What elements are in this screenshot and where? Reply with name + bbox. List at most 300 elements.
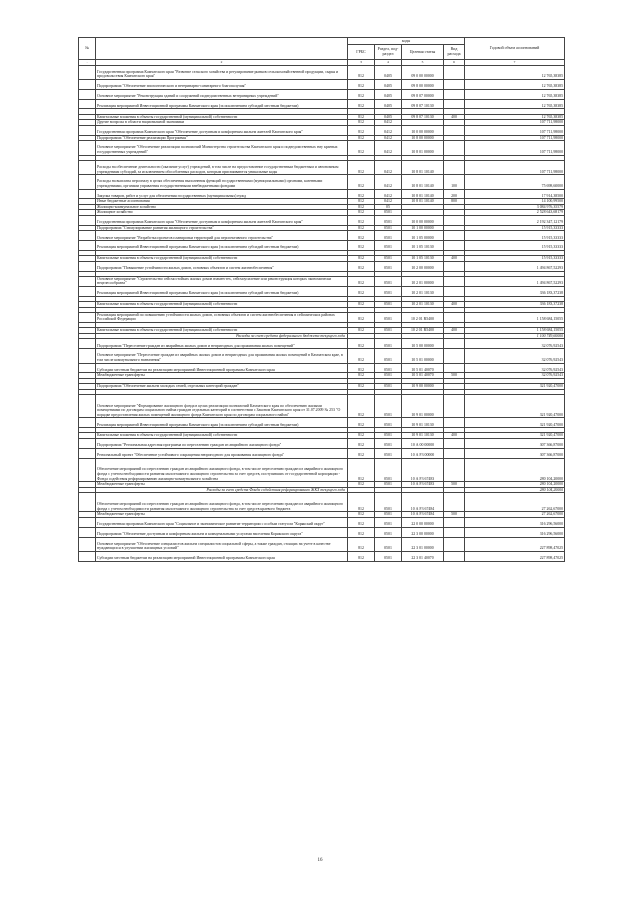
row-cs-cell: 10 1 05 10130 — [402, 256, 444, 262]
row-amount-cell: 1 158 684,15055 — [465, 328, 565, 334]
row-vr-cell: 500 — [444, 373, 465, 379]
row-vr-cell: 400 — [444, 114, 465, 120]
row-name-cell: Капитальные вложения в объекты государственной (муниципальной) собственности — [96, 114, 348, 120]
row-number-cell — [79, 216, 96, 226]
row-grbs-cell: 812 — [348, 394, 375, 418]
row-rz-cell: 0501 — [375, 493, 402, 512]
row-rz-cell: 0501 — [375, 458, 402, 482]
row-vr-cell — [444, 439, 465, 449]
row-name-cell: Капитальные вложения в объекты государственной (муниципальной) собственности — [96, 328, 348, 334]
row-rz-cell: 0501 — [375, 448, 402, 458]
row-cs-cell: 10 А F3 67484 — [402, 512, 444, 518]
table-row — [79, 537, 565, 551]
row-name-cell: Подпрограмма "Обеспечение жильем молодых семей, отдельных категорий граждан" — [96, 384, 348, 390]
row-cs-cell: 10 А F3 00000 — [402, 448, 444, 458]
row-vr-cell — [444, 89, 465, 99]
row-name-cell: Реализация мероприятий Инвестиционной программы Камчатского края (за исключением субсидий местным бюджетам) — [96, 241, 348, 251]
row-cs-cell: 10 5 00 00000 — [402, 339, 444, 349]
row-rz-cell: 0501 — [375, 439, 402, 449]
row-cs-cell: 10 5 01 40070 — [402, 373, 444, 379]
row-name-cell: Жилищно-коммунальное хозяйство — [96, 204, 348, 210]
row-rz-cell: 0405 — [375, 65, 402, 79]
row-amount-cell: 12 765,38385 — [465, 89, 565, 99]
row-number-cell — [79, 276, 96, 286]
row-amount-cell: 107 711,98000 — [465, 125, 565, 135]
row-rz-cell: 0501 — [375, 312, 402, 322]
header-colnum-6: 6 — [444, 60, 465, 66]
row-grbs-cell: 812 — [348, 418, 375, 428]
row-amount-cell: 15 915,33333 — [465, 241, 565, 251]
row-rz-cell: 0501 — [375, 328, 402, 334]
row-name-cell: Закупка товаров, работ и услуг для обеспечения государственных (муниципальных) нужд — [96, 189, 348, 199]
row-name-cell: Капитальные вложения в объекты государственной (муниципальной) собственности — [96, 302, 348, 308]
row-grbs-cell: 812 — [348, 537, 375, 551]
row-name-cell: Межбюджетные трансферты — [96, 512, 348, 518]
row-amount-cell: 32 076,92543 — [465, 373, 565, 379]
header-colnum-4: 4 — [375, 60, 402, 66]
table-row — [79, 175, 565, 189]
row-cs-cell: 10 А F3 67484 — [402, 493, 444, 512]
row-rz-cell: 0501 — [375, 261, 402, 271]
row-name-cell: Расходы за счет средств Фонда содействия реформированию ЖКХ текущего года — [96, 487, 348, 493]
row-vr-cell: 500 — [444, 512, 465, 518]
row-number-cell — [79, 518, 96, 528]
row-number-cell — [79, 241, 96, 251]
header-colnum-2: 2 — [96, 60, 348, 66]
row-amount-cell: 15 915,33333 — [465, 256, 565, 262]
row-rz-cell: 0501 — [375, 241, 402, 251]
page-number: 16 — [317, 858, 323, 863]
row-rz-cell: 0501 — [375, 384, 402, 390]
row-name-cell: Реализация мероприятий по повышению устойчивости жилых домов, основных объектов и систем жизнеобеспечения в сейсмических районах Российской Федерации — [96, 312, 348, 322]
row-vr-cell — [444, 287, 465, 297]
header-grbs: ГРБС — [348, 45, 375, 60]
row-amount-cell: 1 158 684,15055 — [465, 312, 565, 322]
row-name-cell: Межбюджетные трансферты — [96, 373, 348, 379]
row-amount-cell: 32 076,92543 — [465, 349, 565, 363]
row-grbs-cell: 812 — [348, 231, 375, 241]
row-amount-cell: 15 915,33333 — [465, 231, 565, 241]
header-colnum-3: 3 — [348, 60, 375, 66]
row-vr-cell: 800 — [444, 199, 465, 205]
row-cs-cell: 10 2 01 10130 — [402, 287, 444, 297]
row-vr-cell: 100 — [444, 175, 465, 189]
document-page — [78, 37, 564, 853]
row-name-cell: Основное мероприятие "Обеспечение специалистов жильем специалистов социальной сферы, а также граждан, стоящих на учете в качестве нуждающихся в улучшении жилищных условий" — [96, 537, 348, 551]
row-grbs-cell: 812 — [348, 276, 375, 286]
row-amount-cell: 1 100 749,60000 — [465, 333, 565, 339]
row-amount-cell: 32 076,92543 — [465, 339, 565, 349]
row-cs-cell: 10 9 01 00000 — [402, 394, 444, 418]
table-row — [79, 458, 565, 482]
row-name-cell: Субсидии местным бюджетам на реализацию мероприятий Инвестиционной программы Камчатского края — [96, 363, 348, 373]
table-row — [79, 312, 565, 322]
row-cs-cell: 09 8 07 10130 — [402, 114, 444, 120]
header-cs: Целевая статья — [402, 45, 444, 60]
row-grbs-cell: 812 — [348, 287, 375, 297]
row-rz-cell: 0501 — [375, 482, 402, 488]
row-amount-cell: 3 084 976,35579 — [465, 204, 565, 210]
row-amount-cell: 307 366,87000 — [465, 448, 565, 458]
row-name-cell: Подпрограмма "Обеспечение эпизоотического и ветеринарно-санитарного благополучия" — [96, 79, 348, 89]
row-cs-cell: 10 2 01 10130 — [402, 302, 444, 308]
row-number-cell — [79, 537, 96, 551]
table-row — [79, 339, 565, 349]
row-amount-cell: 75 698,60000 — [465, 175, 565, 189]
row-name-cell: Расходы на выплаты персоналу в целях обеспечения выполнения функций государственными (муниципальными) органами, казенными учреждениями, органами управления государственными внебюджетными фондами — [96, 175, 348, 189]
row-amount-cell: 316 296,56000 — [465, 527, 565, 537]
row-rz-cell: 0412 — [375, 120, 402, 126]
header-name — [96, 38, 348, 60]
row-rz-cell: 0405 — [375, 89, 402, 99]
table-row — [79, 527, 565, 537]
table-row — [79, 79, 565, 89]
row-grbs-cell: 812 — [348, 225, 375, 231]
row-rz-cell: 0501 — [375, 363, 402, 373]
row-rz-cell: 0501 — [375, 216, 402, 226]
row-vr-cell — [444, 160, 465, 174]
row-cs-cell: 22 3 00 00000 — [402, 527, 444, 537]
row-name-cell: Государственная программа Камчатского края "Обеспечение доступным и комфортным жильем жителей Камчатского края" — [96, 216, 348, 226]
row-name-cell: Субсидии местным бюджетам на реализацию мероприятий Инвестиционной программы Камчатского края — [96, 552, 348, 562]
row-rz-cell: 0501 — [375, 418, 402, 428]
row-name-cell: Основное мероприятие "Формирование жилищного фонда в целях реализации полномочий Камчатского края по обеспечению жилыми помещениями по договорам социального найма граждан отдельных категорий в соответствии с Законом Камчатского края от 31.07.2009 № 253 "О порядке предоставления жилых помещений жилищного фонда Камчатского края по договорам социального найма" — [96, 394, 348, 418]
row-rz-cell: 0412 — [375, 125, 402, 135]
row-name-cell: Подпрограмма "Обеспечение реализации Программы" — [96, 135, 348, 141]
row-rz-cell: 0501 — [375, 210, 402, 216]
row-number-cell — [79, 189, 96, 199]
row-number-cell — [79, 363, 96, 373]
row-vr-cell — [444, 99, 465, 109]
row-vr-cell — [444, 518, 465, 528]
row-amount-cell: 316 296,56000 — [465, 518, 565, 528]
row-rz-cell: 0412 — [375, 160, 402, 174]
row-vr-cell — [444, 65, 465, 79]
row-vr-cell: 500 — [444, 482, 465, 488]
row-name-cell: Основное мероприятие "Обеспечение реализации полномочий Министерства строительства Камчатского края и подведомственных ему краевых государственных учреждений" — [96, 141, 348, 155]
row-rz-cell: 0501 — [375, 537, 402, 551]
row-name-cell: Государственная программа Камчатского края "Социальное и экономическое развитие территории с особым статусом "Корякский округ" — [96, 518, 348, 528]
row-rz-cell: 0501 — [375, 373, 402, 379]
row-grbs-cell: 812 — [348, 328, 375, 334]
row-amount-cell: 2 528 643,68179 — [465, 210, 565, 216]
table-row — [79, 189, 565, 199]
row-grbs-cell: 812 — [348, 458, 375, 482]
table-row — [79, 552, 565, 562]
row-rz-cell: 0501 — [375, 394, 402, 418]
row-vr-cell: 400 — [444, 433, 465, 439]
table-row — [79, 125, 565, 135]
row-amount-cell: 1 494 867,52293 — [465, 261, 565, 271]
row-name-cell: Подпрограмма "Региональная адресная программа по переселению граждан из аварийного жилищного фонда" — [96, 439, 348, 449]
row-number-cell — [79, 141, 96, 155]
row-number-cell — [79, 287, 96, 297]
row-name-cell: Другие вопросы в области национальной экономики — [96, 120, 348, 126]
row-cs-cell: 10 1 05 00000 — [402, 231, 444, 241]
row-cs-cell: 10 8 01 10140 — [402, 160, 444, 174]
row-cs-cell: 10 А 00 00000 — [402, 439, 444, 449]
row-number-cell — [79, 418, 96, 428]
row-cs-cell: 10 8 01 10140 — [402, 189, 444, 199]
row-amount-cell: 336 183,37238 — [465, 302, 565, 308]
row-number-cell — [79, 261, 96, 271]
row-name-cell: Реализация мероприятий Инвестиционной программы Камчатского края (за исключением субсидий местным бюджетам) — [96, 99, 348, 109]
row-amount-cell: 227 898,47025 — [465, 552, 565, 562]
header-number: № — [79, 38, 96, 60]
table-row — [79, 261, 565, 271]
table-row — [79, 518, 565, 528]
row-name-cell: Обеспечение мероприятий по переселению граждан из аварийного жилищного фонда, в том числе переселению граждан из аварийного жилищного фонда с учетом необходимости развития малоэтажного жилищного строительства за счет средств краевого бюджета — [96, 493, 348, 512]
table-row — [79, 394, 565, 418]
row-grbs-cell: 812 — [348, 448, 375, 458]
row-grbs-cell: 812 — [348, 241, 375, 251]
row-grbs-cell: 812 — [348, 433, 375, 439]
row-rz-cell: 0501 — [375, 527, 402, 537]
row-number-cell — [79, 160, 96, 174]
row-cs-cell: 10 1 00 00000 — [402, 225, 444, 231]
row-vr-cell — [444, 276, 465, 286]
row-grbs-cell: 812 — [348, 79, 375, 89]
row-grbs-cell: 812 — [348, 493, 375, 512]
table-row — [79, 241, 565, 251]
row-name-cell: Капитальные вложения в объекты государственной (муниципальной) собственности — [96, 256, 348, 262]
row-rz-cell: 0501 — [375, 225, 402, 231]
row-amount-cell: 280 104,20000 — [465, 482, 565, 488]
row-cs-cell: 10 0 00 00000 — [402, 216, 444, 226]
row-cs-cell: 22 3 01 40070 — [402, 552, 444, 562]
row-name-cell: Подпрограмма "Повышение устойчивости жилых домов, основных объектов и систем жизнеобеспечения" — [96, 261, 348, 271]
row-grbs-cell: 812 — [348, 135, 375, 141]
row-amount-cell: 107 711,98000 — [465, 135, 565, 141]
row-number-cell — [79, 448, 96, 458]
row-rz-cell: 0501 — [375, 518, 402, 528]
row-grbs-cell: 812 — [348, 189, 375, 199]
row-vr-cell: 200 — [444, 189, 465, 199]
table-row — [79, 448, 565, 458]
row-grbs-cell: 812 — [348, 261, 375, 271]
row-cs-cell: 10 2 01 R5400 — [402, 312, 444, 322]
table-body — [79, 65, 565, 561]
row-vr-cell — [444, 312, 465, 322]
header-colnum-5: 5 — [402, 60, 444, 66]
row-vr-cell — [444, 261, 465, 271]
row-number-cell — [79, 339, 96, 349]
row-number-cell — [79, 175, 96, 189]
row-cs-cell: 09 8 00 00000 — [402, 79, 444, 89]
row-rz-cell: 0412 — [375, 189, 402, 199]
table-row — [79, 276, 565, 286]
row-vr-cell — [444, 458, 465, 482]
row-rz-cell: 0405 — [375, 99, 402, 109]
table-row — [79, 231, 565, 241]
row-rz-cell: 0501 — [375, 256, 402, 262]
row-amount-cell: 321 920,47000 — [465, 384, 565, 390]
row-cs-cell: 10 8 01 10140 — [402, 175, 444, 189]
row-cs-cell: 10 1 05 10130 — [402, 241, 444, 251]
row-grbs-cell: 812 — [348, 552, 375, 562]
row-amount-cell: 1 494 867,52293 — [465, 276, 565, 286]
row-vr-cell — [444, 216, 465, 226]
row-name-cell: Иные бюджетные ассигнования — [96, 199, 348, 205]
table-row — [79, 349, 565, 363]
row-rz-cell: 0501 — [375, 287, 402, 297]
row-grbs-cell: 812 — [348, 216, 375, 226]
row-amount-cell: 280 104,20000 — [465, 487, 565, 493]
row-vr-cell — [444, 394, 465, 418]
row-amount-cell: 12 765,38385 — [465, 114, 565, 120]
row-rz-cell: 05 — [375, 204, 402, 210]
row-cs-cell: 10 9 01 10130 — [402, 418, 444, 428]
row-vr-cell — [444, 349, 465, 363]
row-name-cell: Расходы за счет средств федерального бюджета текущего года — [96, 333, 348, 339]
row-grbs-cell: 812 — [348, 302, 375, 308]
row-number-cell — [79, 458, 96, 482]
row-rz-cell: 0501 — [375, 302, 402, 308]
table-row — [79, 65, 565, 79]
row-name-cell: Основное мероприятие "Переселение граждан из аварийных жилых домов и непригодных для проживания жилых помещений в Камчатском крае, в том числе коммунального назначения" — [96, 349, 348, 363]
row-number-cell — [79, 527, 96, 537]
row-vr-cell — [444, 448, 465, 458]
row-name-cell: Жилищное хозяйство — [96, 210, 348, 216]
row-number-cell — [79, 125, 96, 135]
row-amount-cell: 107 711,98000 — [465, 120, 565, 126]
row-cs-cell: 10 9 01 10130 — [402, 433, 444, 439]
row-name-cell: Государственная программа Камчатского края "Обеспечение доступным и комфортным жильем жителей Камчатского края" — [96, 125, 348, 135]
row-grbs-cell: 812 — [348, 518, 375, 528]
row-vr-cell — [444, 141, 465, 155]
row-name-cell: Подпрограмма "Переселение граждан из аварийных жилых домов и непригодных для проживания жилых помещений" — [96, 339, 348, 349]
row-amount-cell: 307 366,87000 — [465, 439, 565, 449]
row-number-cell — [79, 99, 96, 109]
row-number-cell — [79, 394, 96, 418]
row-name-cell: Реализация мероприятий Инвестиционной программы Камчатского края (за исключением субсидий местным бюджетам) — [96, 418, 348, 428]
header-rz: Раздел, под-раздел — [375, 45, 402, 60]
table-row — [79, 439, 565, 449]
row-amount-cell: 14 100,99500 — [465, 199, 565, 205]
row-rz-cell: 0501 — [375, 276, 402, 286]
row-grbs-cell: 812 — [348, 384, 375, 390]
row-amount-cell: 227 898,47025 — [465, 537, 565, 551]
table-row — [79, 287, 565, 297]
table-row — [79, 418, 565, 428]
table-row — [79, 493, 565, 512]
row-name-cell: Реализация мероприятий Инвестиционной программы Камчатского края (за исключением субсидий местным бюджетам) — [96, 287, 348, 297]
row-cs-cell: 10 2 01 R5400 — [402, 328, 444, 334]
row-rz-cell: 0405 — [375, 79, 402, 89]
row-grbs-cell: 812 — [348, 339, 375, 349]
row-name-cell: Капитальные вложения в объекты государственной (муниципальной) собственности — [96, 433, 348, 439]
row-number-cell — [79, 89, 96, 99]
row-number-cell — [79, 439, 96, 449]
row-name-cell: Межбюджетные трансферты — [96, 482, 348, 488]
row-amount-cell: 17 914,38500 — [465, 189, 565, 199]
row-amount-cell: 107 711,98000 — [465, 160, 565, 174]
row-name-cell: Основное мероприятие "Разработка проектов планировки территорий для перспективного строительства" — [96, 231, 348, 241]
row-grbs-cell: 812 — [348, 439, 375, 449]
row-vr-cell: 400 — [444, 328, 465, 334]
table-header — [79, 38, 565, 66]
row-amount-cell: 280 104,20000 — [465, 458, 565, 482]
table-row — [79, 216, 565, 226]
row-grbs-cell: 812 — [348, 65, 375, 79]
row-grbs-cell: 812 — [348, 89, 375, 99]
row-name-cell: Подпрограмма "Обеспечение доступным и комфортным жильем и коммунальными услугами населения Корякского округа" — [96, 527, 348, 537]
row-vr-cell — [444, 527, 465, 537]
row-amount-cell: 321 920,47000 — [465, 418, 565, 428]
row-grbs-cell: 812 — [348, 141, 375, 155]
row-vr-cell — [444, 537, 465, 551]
row-grbs-cell: 812 — [348, 363, 375, 373]
header-vr: Вид расхода — [444, 45, 465, 60]
row-amount-cell: 27 262,67000 — [465, 512, 565, 518]
row-grbs-cell: 812 — [348, 256, 375, 262]
row-grbs-cell: 812 — [348, 527, 375, 537]
row-cs-cell: 10 8 01 00000 — [402, 141, 444, 155]
row-rz-cell: 0412 — [375, 135, 402, 141]
row-number-cell — [79, 493, 96, 512]
row-vr-cell — [444, 418, 465, 428]
row-name-cell: Расходы на обеспечение деятельности (оказание услуг) учреждений, в том числе на предоставление государственным бюджетным и автономным учреждениям субсидий, за исключением обособленных расходов, которым присваиваются уникальные коды — [96, 160, 348, 174]
row-grbs-cell: 812 — [348, 199, 375, 205]
row-cs-cell: 10 8 00 00000 — [402, 135, 444, 141]
row-grbs-cell: 812 — [348, 512, 375, 518]
row-grbs-cell: 812 — [348, 99, 375, 109]
row-vr-cell — [444, 552, 465, 562]
row-name-cell: Обеспечение мероприятий по переселению граждан из аварийного жилищного фонда, в том числе переселению граждан из аварийного жилищного фонда с учетом необходимости развития малоэтажного жилищного строительства за счет средств, поступивших от государственной корпорации - Фонда содействия реформированию жилищно-коммунального хозяйства — [96, 458, 348, 482]
row-number-cell — [79, 79, 96, 89]
row-vr-cell — [444, 241, 465, 251]
row-vr-cell — [444, 125, 465, 135]
row-grbs-cell: 812 — [348, 482, 375, 488]
table-row — [79, 160, 565, 174]
row-cs-cell: 10 0 00 00000 — [402, 125, 444, 135]
row-grbs-cell: 812 — [348, 312, 375, 322]
row-cs-cell: 10 5 01 00000 — [402, 349, 444, 363]
row-amount-cell: 321 920,47000 — [465, 433, 565, 439]
row-rz-cell: 0405 — [375, 114, 402, 120]
row-cs-cell: 10 5 01 40070 — [402, 363, 444, 373]
row-rz-cell: 0501 — [375, 231, 402, 241]
budget-allocation-table — [78, 37, 565, 562]
row-cs-cell: 10 9 00 00000 — [402, 384, 444, 390]
row-grbs-cell: 812 — [348, 204, 375, 210]
row-grbs-cell: 812 — [348, 120, 375, 126]
row-vr-cell — [444, 231, 465, 241]
table-row — [79, 141, 565, 155]
row-amount-cell: 12 765,38385 — [465, 79, 565, 89]
row-cs-cell: 09 8 07 00000 — [402, 89, 444, 99]
row-amount-cell: 321 920,47000 — [465, 394, 565, 418]
header-amount: Годовой объем ассигнований — [465, 38, 565, 60]
row-name-cell: Основное мероприятие "Реконструкция зданий и сооружений подведомственных ветеринарных учреждений" — [96, 89, 348, 99]
row-vr-cell — [444, 79, 465, 89]
row-cs-cell: 10 8 01 10140 — [402, 199, 444, 205]
row-amount-cell: 107 711,98000 — [465, 141, 565, 155]
row-cs-cell: 10 2 00 00000 — [402, 261, 444, 271]
row-name-cell: Основное мероприятие "Строительство сейсмостойких жилых домов взамен тех, сейсмоусиление или реконструкция которых экономически нецелесообразна" — [96, 276, 348, 286]
table-row — [79, 99, 565, 109]
row-cs-cell: 10 2 01 00000 — [402, 276, 444, 286]
row-amount-cell: 15 915,33333 — [465, 225, 565, 231]
row-amount-cell: 336 183,37238 — [465, 287, 565, 297]
row-amount-cell: 2 192 347,12179 — [465, 216, 565, 226]
row-cs-cell: 10 А F3 67483 — [402, 458, 444, 482]
row-grbs-cell: 812 — [348, 373, 375, 379]
row-name-cell: Региональный проект "Обеспечение устойчивого сокращения непригодного для проживания жилищного фонда" — [96, 448, 348, 458]
row-vr-cell: 400 — [444, 302, 465, 308]
row-vr-cell — [444, 339, 465, 349]
row-vr-cell — [444, 363, 465, 373]
